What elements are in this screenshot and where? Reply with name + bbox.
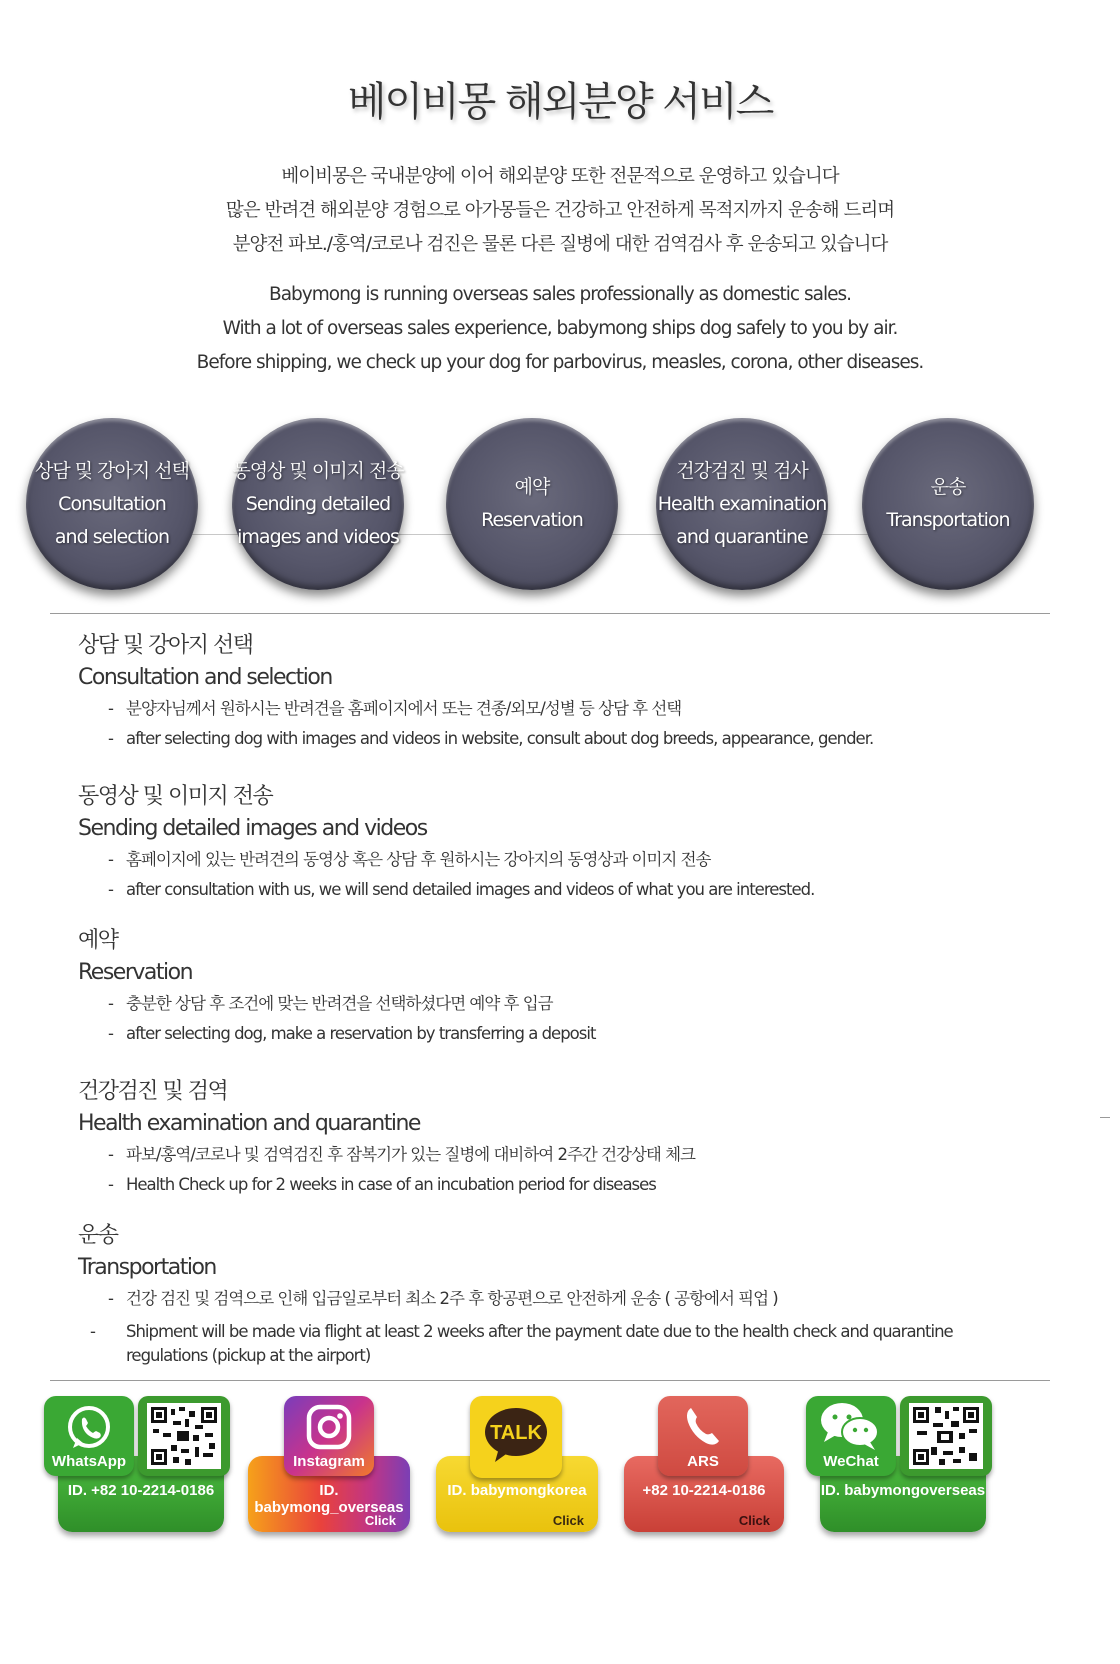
divider <box>50 613 1050 614</box>
ars-click-link[interactable]: Click <box>738 1513 770 1528</box>
whatsapp-label: WhatsApp <box>51 1453 127 1470</box>
intro-ko-line: 베이비몽은 국내분양에 이어 해외분양 또한 전문적으로 운영하고 있습니다 <box>281 166 839 187</box>
intro-ko-line: 많은 반려견 해외분양 경험으로 아가몽들은 건강하고 안전하게 목적지까지 운송해 드리며 <box>225 200 895 221</box>
instagram-icon[interactable] <box>284 1396 374 1476</box>
step-en: and selection <box>54 525 170 548</box>
step-en: images and videos <box>237 525 399 548</box>
kakao-label: TALK <box>490 1422 542 1444</box>
step-reservation <box>446 418 618 590</box>
section-title-en: Health examination and quarantine <box>78 1111 420 1136</box>
list-item: - Shipment will be made via flight at least 2 weeks after the payment date due to the health check and quarantine regulations (pickup at the airport) <box>90 1322 953 1365</box>
edge-mark <box>1100 1117 1110 1118</box>
intro-en-line: Before shipping, we check up your dog for parbovirus, measles, corona, other diseases. <box>196 352 924 373</box>
section-title-en: Consultation and selection <box>78 665 332 690</box>
step-consultation <box>26 418 198 590</box>
list-item: - 충분한 상담 후 조건에 맞는 반려견을 선택하셨다면 예약 후 입금 <box>108 994 553 1013</box>
step-en: Health examination <box>657 492 827 515</box>
intro-ko-line: 분양전 파보./홍역/코로나 검진은 물론 다른 질병에 대한 검역검사 후 운송되고 있습니다 <box>232 234 888 255</box>
intro-en-line: Babymong is running overseas sales professionally as domestic sales. <box>269 284 851 305</box>
qr-pattern <box>913 1407 979 1465</box>
instagram-id: ID. babymong_overseas <box>254 1482 404 1516</box>
section-title-en: Sending detailed images and videos <box>78 816 427 841</box>
whatsapp-icon[interactable] <box>44 1396 134 1476</box>
section-consultation <box>78 630 1058 754</box>
section-title-ko: 건강검진 및 검역 <box>78 1079 228 1104</box>
section-title-ko: 운송 <box>78 1223 118 1248</box>
section-health <box>78 1076 1058 1200</box>
intro-korean <box>0 160 1120 262</box>
step-en: Sending detailed <box>245 492 391 515</box>
list-item: - 건강 검진 및 검역으로 인해 입금일로부터 최소 2주 후 항공편으로 안전하게 운송 ( 공항에서 픽업 ) <box>108 1289 778 1308</box>
step-en: and quarantine <box>676 525 808 548</box>
instagram-label: Instagram <box>293 1453 365 1470</box>
step-en: Transportation <box>886 509 1010 531</box>
step-ko: 건강검진 및 검사 <box>676 459 808 482</box>
qr-pattern <box>151 1407 217 1465</box>
step-ko: 운송 <box>930 476 966 498</box>
section-title-en: Reservation <box>78 960 193 985</box>
kakao-talk-icon[interactable] <box>470 1396 562 1478</box>
divider <box>50 1380 1050 1381</box>
phone-icon[interactable] <box>658 1396 748 1476</box>
list-item: - after selecting dog, make a reservation by transferring a deposit <box>108 1024 596 1043</box>
list-item: - after consultation with us, we will send detailed images and videos of what you are interested. <box>108 880 815 899</box>
section-title-ko: 예약 <box>78 928 118 953</box>
section-sending <box>78 781 1058 905</box>
list-item: - after selecting dog with images and videos in website, consult about dog breeds, appearance, gender. <box>108 729 874 748</box>
page-title: 베이비몽 해외분양 서비스 <box>347 79 773 125</box>
step-transportation <box>862 418 1034 590</box>
section-reservation <box>78 925 1058 1049</box>
step-sending <box>232 418 404 590</box>
step-en: Consultation <box>58 492 166 515</box>
list-item: - 홈페이지에 있는 반려견의 동영상 혹은 상담 후 원하시는 강아지의 동영상과 이미지 전송 <box>108 850 711 869</box>
section-title-ko: 상담 및 강아지 선택 <box>78 633 253 658</box>
section-title-en: Transportation <box>78 1255 216 1280</box>
ars-phone: +82 10-2214-0186 <box>642 1482 766 1499</box>
step-en: Reservation <box>481 509 583 531</box>
step-ko: 예약 <box>514 476 550 498</box>
ars-label: ARS <box>687 1453 719 1470</box>
list-item: - 분양자님께서 원하시는 반려견을 홈페이지에서 또는 견종/외모/성별 등 상담 후 선택 <box>108 699 682 718</box>
wechat-icon[interactable] <box>806 1396 896 1476</box>
whatsapp-id: ID. +82 10-2214-0186 <box>67 1482 215 1499</box>
intro-en-line: With a lot of overseas sales experience, babymong ships dog safely to you by air. <box>222 318 898 339</box>
kakao-id: ID. babymongkorea <box>447 1482 587 1499</box>
whatsapp-qr-code <box>138 1396 230 1476</box>
kakao-click-link[interactable]: Click <box>552 1513 584 1528</box>
wechat-label: WeChat <box>823 1453 879 1470</box>
step-ko: 동영상 및 이미지 전송 <box>232 459 404 482</box>
instagram-click-link[interactable]: Click <box>364 1513 396 1528</box>
list-item: - Health Check up for 2 weeks in case of an incubation period for diseases <box>108 1175 656 1194</box>
section-transportation <box>78 1220 1058 1368</box>
wechat-id: ID. babymongoverseas <box>820 1482 986 1499</box>
step-ko: 상담 및 강아지 선택 <box>35 459 189 482</box>
intro-english <box>0 278 1120 380</box>
wechat-qr-code <box>900 1396 992 1476</box>
list-item: - 파보/홍역/코로나 및 검역검진 후 잠복기가 있는 질병에 대비하여 2주간 건강상태 체크 <box>108 1145 695 1164</box>
step-health <box>656 418 828 590</box>
section-title-ko: 동영상 및 이미지 전송 <box>78 784 273 809</box>
